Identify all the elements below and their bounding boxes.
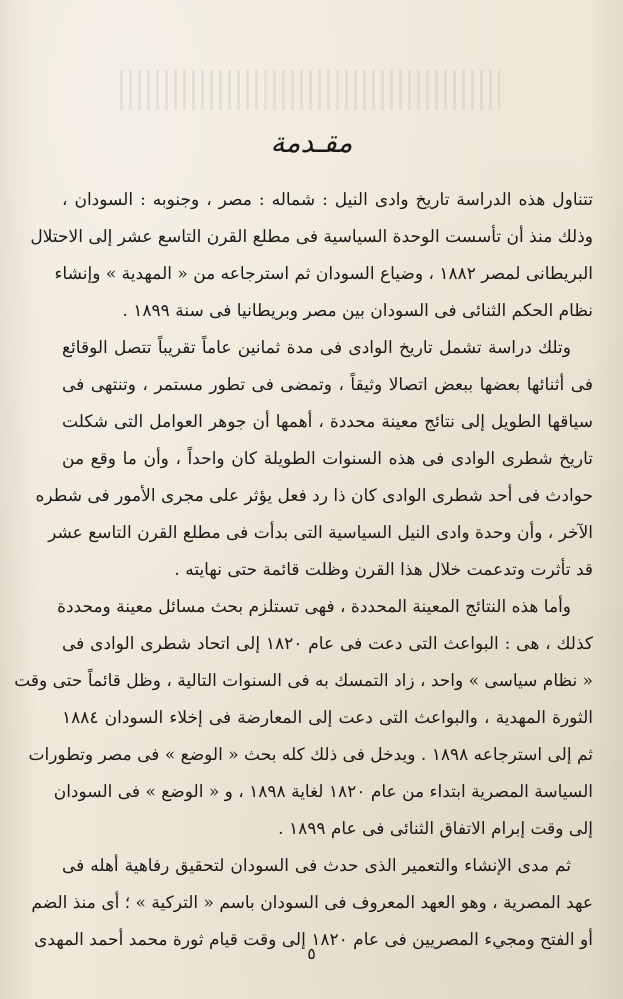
text-line: أو الفتح ومجيء المصريين فى عام ١٨٢٠ إلى وقت قيام ثورة محمد أحمد المهدى — [34, 930, 593, 950]
text-line: كذلك ، هى : البواعث التى دعت فى عام ١٨٢٠ إلى اتحاد شطرى الوادى فى — [62, 634, 593, 654]
text-line: عهد المصرية ، وهو العهد المعروف فى السودان باسم « التركية » ؛ أى منذ الضم — [31, 893, 593, 913]
bleed-through-shadow — [120, 70, 500, 110]
text-line: الآخر ، وأن وحدة وادى النيل السياسية التى بدأت فى مطلع القرن التاسع عشر — [48, 523, 593, 543]
text-line: « نظام سياسى » واحد ، زاد التمسك به فى السنوات التالية ، وظل قائماً حتى وقت — [14, 671, 593, 691]
text-line: نظام الحكم الثنائى فى السودان بين مصر وبريطانيا فى سنة ١٨٩٩ . — [122, 301, 593, 321]
body-text — [14, 182, 594, 959]
page-number: ٥ — [307, 944, 316, 963]
text-line: وأما هذه النتائج المعينة المحددة ، فهى تستلزم بحث مسائل معينة ومحددة — [57, 597, 571, 617]
text-line: الثورة المهدية ، والبواعث التى دعت إلى المعارضة فى إخلاء السودان ١٨٨٤ — [62, 708, 594, 728]
text-line: إلى وقت إبرام الاتفاق الثنائى فى عام ١٨٩٩ . — [278, 819, 593, 839]
text-line: قد تأثرت وتدعمت خلال هذا القرن وظلت قائمة حتى نهايته . — [174, 560, 593, 580]
text-line: تتناول هذه الدراسة تاريخ وادى النيل : شماله : مصر ، وجنوبه : السودان ، — [62, 190, 593, 210]
text-line: سياقها الطويل إلى نتائج معينة محددة ، أهمها أن جوهر العوامل التى شكلت — [62, 412, 593, 432]
text-line: وذلك منذ أن تأسست الوحدة السياسية فى مطلع القرن التاسع عشر إلى الاحتلال — [30, 227, 593, 247]
text-line: السياسة المصرية ابتداء من عام ١٨٢٠ لغاية ١٨٩٨ ، و « الوضع » فى السودان — [53, 782, 593, 802]
text-line: ثم إلى استرجاعه ١٨٩٨ . ويدخل فى ذلك كله بحث « الوضع » فى مصر وتطورات — [28, 745, 593, 765]
text-line: البريطانى لمصر ١٨٨٢ ، وضياع السودان ثم استرجاعه من « المهدية » وإنشاء — [54, 264, 593, 284]
text-line: فى أثنائها بعضها ببعض اتصالا وثيقاً ، وتمضى فى تطور مستمر ، وتنتهى فى — [62, 375, 593, 395]
text-line: حوادث فى أحد شطرى الوادى كان ذا رد فعل يؤثر على مجرى الأمور فى شطره — [35, 486, 593, 506]
text-line: ثم مدى الإنشاء والتعمير الذى حدث فى السودان لتحقيق رفاهية أهله فى — [62, 856, 571, 876]
text-line: وتلك دراسة تشمل تاريخ الوادى فى مدة ثمانين عاماً تقريباً تتصل الوقائع — [62, 338, 571, 358]
page-title: مقـدمة — [270, 126, 353, 159]
text-line: تاريخ شطرى الوادى فى هذه السنوات الطويلة كان واحداً ، وأن ما وقع من — [62, 449, 593, 469]
